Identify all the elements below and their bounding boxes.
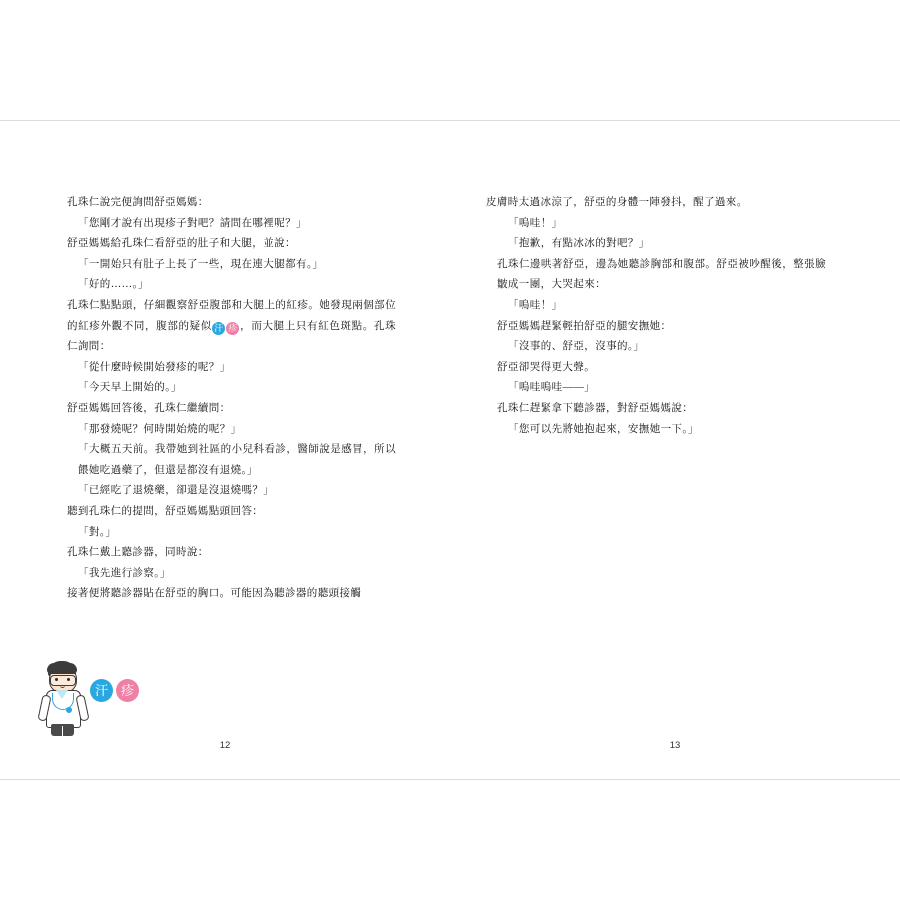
paragraph: 「嗚哇嗚哇——」 xyxy=(508,382,596,394)
right-page xyxy=(450,121,900,779)
book-spread xyxy=(0,120,900,780)
doctor-eye-left xyxy=(55,678,58,681)
paragraph: 「抱歉，有點冰冰的對吧？」 xyxy=(508,238,650,250)
paragraph: 「對。」 xyxy=(78,526,117,538)
term-bubble-zhen: 疹 xyxy=(116,679,139,702)
paragraph: 皮膚時太過冰涼了，舒亞的身體一陣發抖，醒了過來。 xyxy=(486,197,748,208)
paragraph-text-after: ，而大腿上只有紅色斑點。孔珠仁詢問： xyxy=(67,320,396,353)
term-bubble-han: 汗 xyxy=(90,679,113,702)
paragraph: 「我先進行診察。」 xyxy=(78,567,171,579)
paragraph: 「嗚哇！」 xyxy=(508,217,563,229)
paragraph: 「一開始只有肚子上長了一些，現在連大腿都有。」 xyxy=(78,258,324,270)
paragraph: 「您剛才說有出現疹子對吧？請問在哪裡呢？」 xyxy=(78,217,307,229)
page-number-right: 13 xyxy=(669,740,681,751)
paragraph: 「大概五天前。我帶她到社區的小兒科看診，醫師說是感冒，所以餵她吃過藥了，但還是都沒有退燒。」 xyxy=(78,444,396,476)
term-callout xyxy=(30,657,230,737)
paragraph: 舒亞媽媽回答後，孔珠仁繼續問： xyxy=(67,402,231,414)
paragraph: 接著便將聽診器貼在舒亞的胸口。可能因為聽診器的聽頭接觸 xyxy=(67,588,362,600)
paragraph: 「沒事的、舒亞，沒事的。」 xyxy=(508,341,645,353)
paragraph: 「那發燒呢？何時開始燒的呢？」 xyxy=(78,423,242,435)
doctor-eye-right xyxy=(67,678,70,681)
paragraph: 孔珠仁說完便詢問舒亞媽媽： xyxy=(67,197,209,208)
paragraph: 「嗚哇！」 xyxy=(508,299,563,311)
paragraph: 舒亞卻哭得更大聲。 xyxy=(497,361,596,373)
doctor-fringe xyxy=(47,663,77,674)
doctor-leg-split xyxy=(62,726,63,736)
paragraph: 「今天早上開始的。」 xyxy=(78,382,182,394)
paragraph: 舒亞媽媽給孔珠仁看舒亞的肚子和大腿，並說： xyxy=(67,238,296,250)
left-page-text xyxy=(56,193,396,605)
term-chip-zhen: 疹 xyxy=(228,322,238,333)
term-chip-han: 汗 xyxy=(214,322,224,333)
paragraph: 「已經吃了退燒藥，卻還是沒退燒嗎？」 xyxy=(78,485,275,497)
page-number-left: 12 xyxy=(219,740,231,751)
paragraph: 「好的……。」 xyxy=(78,279,150,291)
paragraph: 聽到孔珠仁的提問，舒亞媽媽點頭回答： xyxy=(67,505,264,517)
paragraph: 「您可以先將她抱起來，安撫她一下。」 xyxy=(508,423,699,435)
paragraph-with-term xyxy=(56,296,396,358)
paragraph: 「從什麼時候開始發疹的呢？」 xyxy=(78,361,231,373)
right-page-text xyxy=(486,193,826,440)
paragraph: 孔珠仁邊哄著舒亞，邊為她聽診胸部和腹部。舒亞被吵醒後，整張臉皺成一團，大哭起來： xyxy=(497,258,826,291)
doctor-illustration-icon xyxy=(36,657,90,737)
stethoscope-bell-icon xyxy=(66,707,72,713)
left-page xyxy=(0,121,450,779)
term-badge xyxy=(90,679,139,702)
paragraph: 舒亞媽媽趕緊輕拍舒亞的腿安撫她： xyxy=(497,320,672,332)
paragraph: 孔珠仁戴上聽診器，同時說： xyxy=(67,547,209,559)
paragraph: 孔珠仁趕緊拿下聽診器，對舒亞媽媽說： xyxy=(497,402,694,414)
paragraph-text-before: 孔珠仁點點頭，仔細觀察舒亞腹部和大腿上的紅疹。她發現兩個部位的紅疹外觀不同，腹部的疑似 xyxy=(67,299,396,332)
